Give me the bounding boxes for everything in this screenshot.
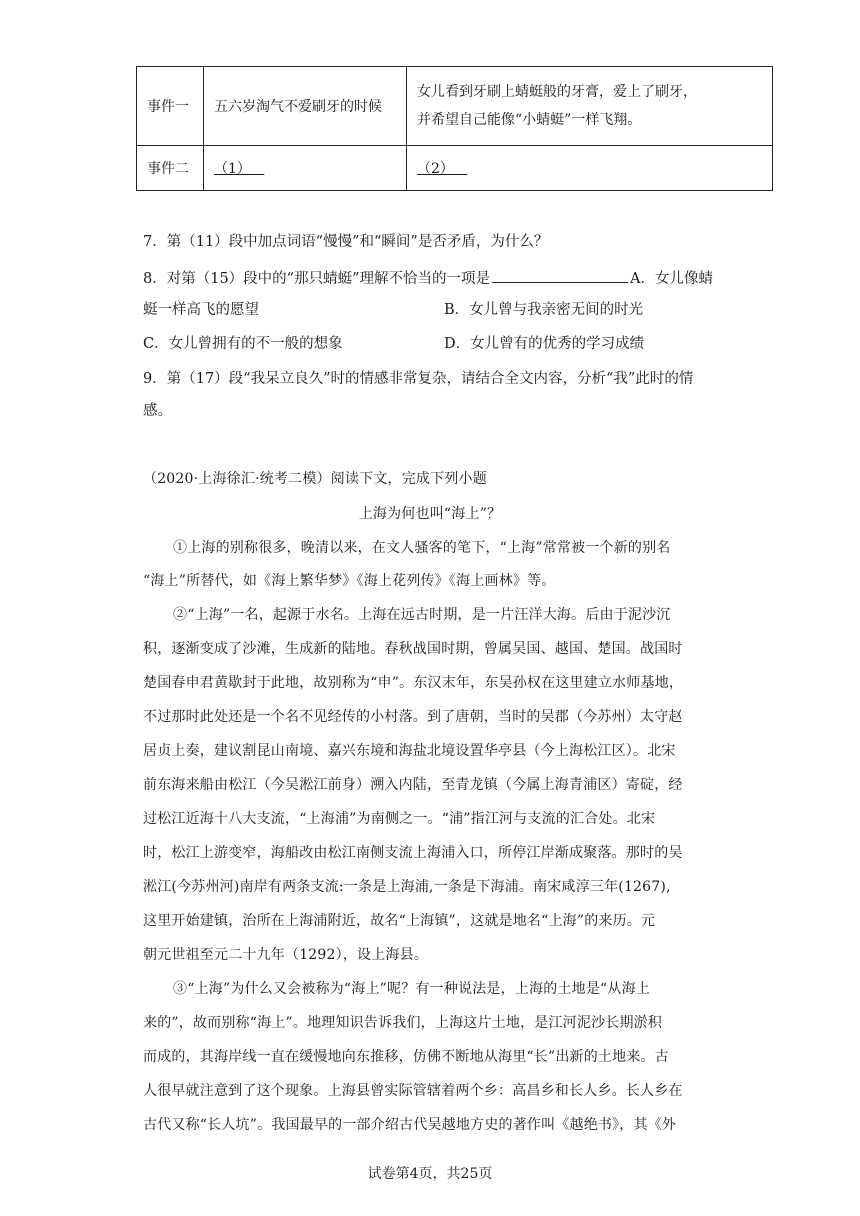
blank-1-label: （1） [214, 161, 251, 177]
table-row [137, 146, 773, 191]
passage-line: 淞江(今苏州河)南岸有两条支流:一条是上海浦,一条是下海浦。南宋咸淳三年(1267), [143, 879, 671, 895]
passage-source: （2020·上海徐汇·统考二模）阅读下文，完成下列小题 [143, 471, 487, 487]
blank-2-label: （2） [417, 161, 454, 177]
passage-line: ①上海的别称很多，晚清以来，在文人骚客的笔下，“上海”常常被一个新的别名 [173, 540, 671, 556]
question-9-cont: 感。 [143, 403, 172, 419]
page-footer: 试卷第4页，共25页 [367, 1166, 493, 1182]
option-b: B．女儿曾与我亲密无间的时光 [444, 302, 644, 318]
passage-line: 而成的，其海岸线一直在缓慢地向东推移，仿佛不断地从海里“长”出新的土地来。古 [143, 1049, 669, 1065]
passage-line: ②“上海”一名，起源于水名。上海在远古时期，是一片汪洋大海。后由于泥沙沉 [173, 607, 671, 623]
passage-line: 来的”，故而别称“海上”。地理知识告诉我们，上海这片土地，是江河泥沙长期淤积 [143, 1015, 663, 1031]
event-situation: 五六岁淘气不爱刷牙的时候 [204, 67, 407, 146]
passage-line: 不过那时此处还是一个名不见经传的小村落。到了唐朝，当时的吴郡（今苏州）太守赵 [143, 709, 683, 725]
blank-1 [204, 146, 407, 191]
answer-blank[interactable] [492, 268, 628, 283]
events-table [136, 66, 773, 191]
event-detail [407, 67, 773, 146]
passage-title: 上海为何也叫“海上”？ [358, 506, 502, 522]
passage-line: 人很早就注意到了这个现象。上海县曾实际管辖着两个乡：高昌乡和长人乡。长人乡在 [143, 1083, 683, 1099]
event-detail-line: 女儿看到牙刷上蜻蜓般的牙膏，爱上了刷牙， [417, 84, 697, 100]
option-a: A．女儿像蜻 [630, 271, 713, 287]
event-name: 事件一 [137, 67, 204, 146]
passage-line: “海上”所替代，如《海上繁华梦》《海上花列传》《海上画林》等。 [143, 573, 556, 589]
option-c: C．女儿曾拥有的不一般的想象 [143, 336, 343, 352]
passage-line: 积，逐渐变成了沙滩，生成新的陆地。春秋战国时期，曾属吴国、越国、楚国。战国时 [143, 641, 683, 657]
table-row [137, 67, 773, 146]
passage-line: ③“上海”为什么又会被称为“海上”呢？有一种说法是，上海的土地是“从海上 [173, 981, 650, 997]
question-8-stem: 8．对第（15）段中的“那只蜻蜓”理解不恰当的一项是 [143, 271, 490, 287]
passage-line: 前东海来船由松江（今吴淞江前身）溯入内陆，至青龙镇（今属上海青浦区）寄碇，经 [143, 777, 683, 793]
passage-line: 居贞上奏，建议割昆山南境、嘉兴东境和海盐北境设置华亭县（今上海松江区）。北宋 [143, 743, 676, 759]
event-name: 事件二 [137, 146, 204, 191]
question-8 [143, 268, 713, 289]
passage-line: 楚国春申君黄歇封于此地，故别称为“申”。东汉末年，东吴孙权在这里建立水师基地， [143, 675, 684, 691]
passage-line: 过松江近海十八大支流，“上海浦”为南侧之一。“浦”指江河与支流的汇合处。北宋 [143, 811, 656, 827]
event-detail-line: 并希望自己能像“小蜻蜓”一样飞翔。 [417, 112, 642, 128]
question-7: 7．第（11）段中加点词语“慢慢”和“瞬间”是否矛盾，为什么？ [143, 234, 549, 250]
passage-line: 这里开始建镇，治所在上海浦附近，故名“上海镇”，这就是地名“上海”的来历。元 [143, 913, 656, 929]
option-d: D．女儿曾有的优秀的学习成绩 [444, 336, 645, 352]
passage-line: 古代又称“长人坑”。我国最早的一部介绍古代吴越地方史的著作叫《越绝书》，其《外 [143, 1117, 677, 1133]
passage-line: 时，松江上游变窄，海船改由松江南侧支流上海浦入口，所停江岸渐成聚落。那时的吴 [143, 845, 683, 861]
option-a-cont: 蜓一样高飞的愿望 [143, 302, 259, 318]
passage-line: 朝元世祖至元二十九年（1292），设上海县。 [143, 947, 429, 963]
question-9: 9．第（17）段“我呆立良久”时的情感非常复杂，请结合全文内容，分析“我”此时的情 [143, 371, 694, 387]
blank-2 [407, 146, 773, 191]
